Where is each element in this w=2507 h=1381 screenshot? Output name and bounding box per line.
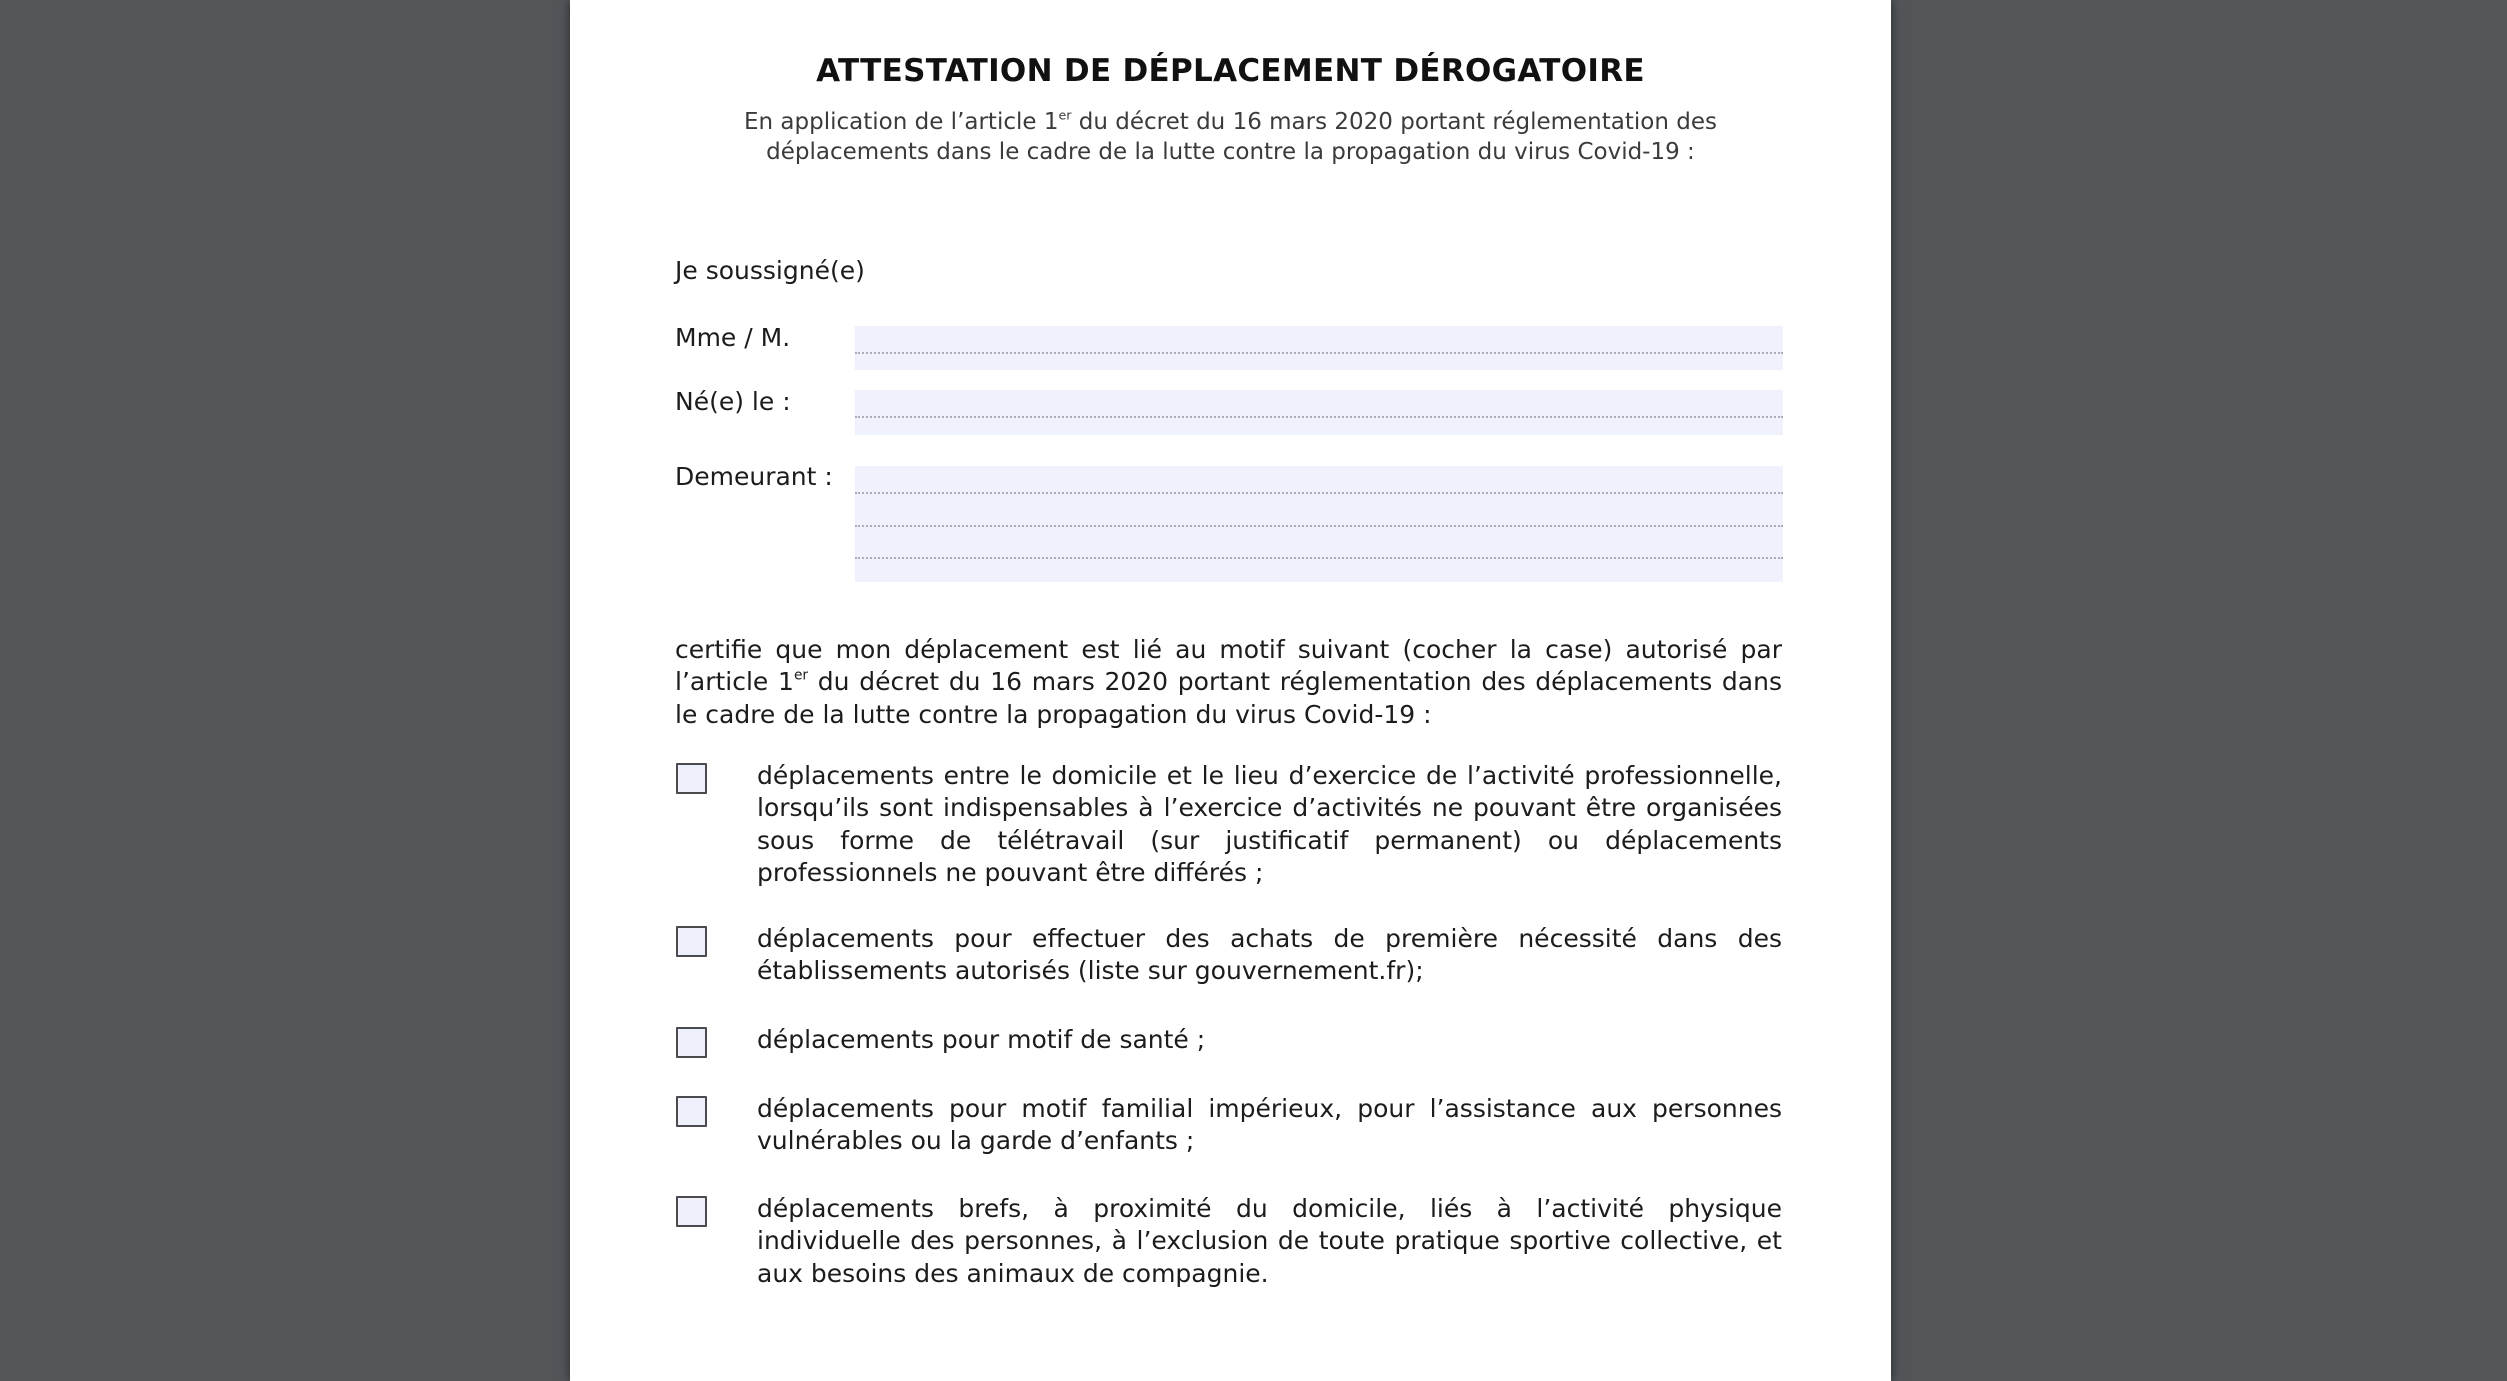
intro-text: Je soussigné(e) [675,256,865,285]
reason-text: déplacements entre le domicile et le lieu d’exercice de l’activité professionnelle, lorsqu’ils sont indispensables à l’exercice d’activités ne pouvant être organisées sous forme de télétravail (sur justificatif permanent) ou déplacements professionnels ne pouvant être différés ; [757,761,1782,887]
name-label: Mme / M. [675,323,791,352]
dotted-line [855,557,1783,559]
document-title: ATTESTATION DE DÉPLACEMENT DÉROGATOIRE [816,53,1645,89]
reason-checkbox-shopping[interactable] [676,926,707,957]
certify-paragraph: certifie que mon déplacement est lié au motif suivant (cocher la case) autorisé par l’article 1er du décret du 16 mars 2020 portant réglementation des déplacements dans le cadre de la lutte contre la propagation du virus Covid-19 : [675,635,1782,729]
dotted-line [855,492,1783,494]
reason-checkbox-health[interactable] [676,1027,707,1058]
reason-checkbox-work[interactable] [676,763,707,794]
reason-text: déplacements pour motif de santé ; [757,1025,1206,1054]
document-subtitle [570,107,1891,167]
address-field[interactable] [855,466,1783,582]
dotted-line [855,352,1783,354]
reason-checkbox-family[interactable] [676,1096,707,1127]
reason-text: déplacements pour effectuer des achats de première nécessité dans des établissements autorisés (liste sur gouvernement.fr); [757,924,1782,986]
name-field[interactable] [855,326,1783,370]
subtitle-line-1: En application de l’article 1er du décret du 16 mars 2020 portant réglementation des [744,107,1717,135]
dotted-line [855,416,1783,418]
birthdate-field[interactable] [855,390,1783,435]
pdf-page [570,0,1891,1381]
reason-text: déplacements brefs, à proximité du domicile, liés à l’activité physique individuelle des personnes, à l’exclusion de toute pratique sportive collective, et aux besoins des animaux de compagnie. [757,1194,1782,1288]
reason-text: déplacements pour motif familial impérieux, pour l’assistance aux personnes vulnérables ou la garde d’enfants ; [757,1094,1782,1156]
reason-checkbox-exercise[interactable] [676,1196,707,1227]
dotted-line [855,525,1783,527]
subtitle-line-2: déplacements dans le cadre de la lutte contre la propagation du virus Covid-19 : [766,139,1695,165]
birthdate-label: Né(e) le : [675,387,791,416]
address-label: Demeurant : [675,462,833,491]
